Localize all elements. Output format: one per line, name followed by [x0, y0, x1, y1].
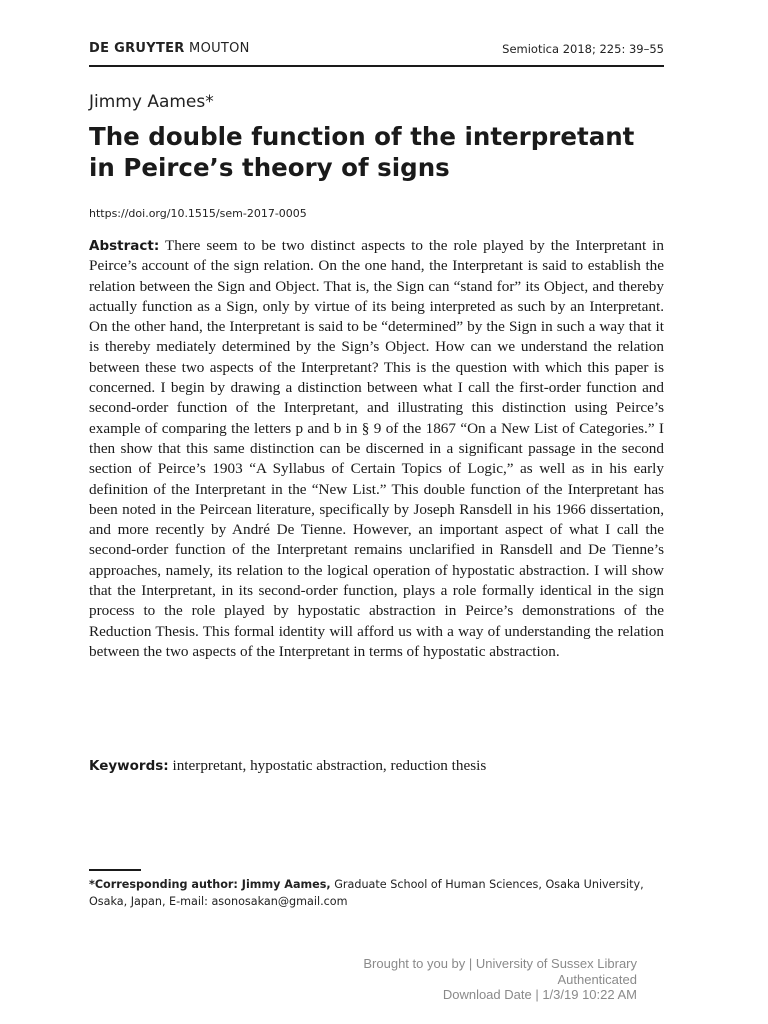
download-watermark	[363, 956, 637, 1003]
journal-reference: Semiotica 2018; 225: 39–55	[502, 42, 664, 56]
watermark-line-1: Brought to you by | University of Sussex Library	[363, 956, 637, 971]
abstract-label: Abstract:	[89, 238, 160, 254]
footnote-label: *Corresponding author: Jimmy Aames,	[89, 878, 331, 891]
keywords-text: interpretant, hypostatic abstraction, reduction thesis	[172, 757, 487, 774]
keywords-label: Keywords:	[89, 758, 169, 774]
running-header	[89, 41, 664, 61]
watermark-line-2: Authenticated	[557, 971, 637, 987]
publisher-bold: DE GRUYTER	[89, 41, 185, 56]
keywords	[89, 756, 664, 776]
article-title	[89, 121, 664, 183]
publisher-rest: MOUTON	[189, 41, 250, 56]
author-name: Jimmy Aames*	[89, 92, 214, 112]
watermark-line-3: Download Date | 1/3/19 10:22 AM	[442, 987, 637, 1002]
doi-link[interactable]: https://doi.org/10.1515/sem-2017-0005	[89, 207, 307, 220]
abstract	[89, 236, 664, 662]
title-line-2: in Peirce’s theory of signs	[89, 153, 450, 182]
title-line-1: The double function of the interpretant	[89, 122, 635, 151]
abstract-text: There seem to be two distinct aspects to the role played by the Interpretant in Peirce’s account of the sign relation. On the one hand, the Interpretant is said to establish the relation between the Sign and Object. That is, the Sign can “stand for” its Object, and thereby actually function as a Sign, only by virtue of its being interpreted as such by an Interpretant. On the other hand, the Interpretant is said to be “determined” by the Sign in such a way that it is thereby mediately determined by the Sign’s Object. How can we understand the relation between these two aspects of the Interpretant? This is the question with which this paper is concerned. I begin by drawing a distinction between what I call the first-order function and second-order function of the Interpretant, and illustrating this distinction using Peirce’s example of comparing the letters p and b in § 9 of the 1867 “On a New List of Categories.” I then show that this same distinction can be discerned in a significant passage in the second section of Peirce’s 1903 “A Syllabus of Certain Topics of Logic,” as well as in his early definition of the Interpretant in the “New List.” This double function of the Interpretant has been noted in the Peircean literature, specifically by Joseph Ransdell in his 1966 dissertation, and more recently by André De Tienne. However, an important aspect of what I call the second-order function of the Interpretant remains unclarified in Ransdell and De Tienne’s approaches, namely, its relation to the logical operation of hypostatic abstraction. I will show that the Interpretant, in its second-order function, plays a role formally identical in the sign process to the role played by hypostatic abstraction in Peirce’s demonstrations of the Reduction Thesis. This formal identity will afford us with a way of understanding the relation between the two aspects of the Interpretant in terms of hypostatic abstraction.	[89, 237, 664, 660]
footnote-rule	[89, 869, 141, 871]
corresponding-author-footnote	[89, 876, 664, 910]
publisher-name	[89, 41, 250, 56]
header-rule	[89, 65, 664, 67]
footnote-text: Graduate School of Human Sciences, Osaka University, Osaka, Japan, E-mail: asonosakan@gmail.com	[89, 878, 644, 908]
